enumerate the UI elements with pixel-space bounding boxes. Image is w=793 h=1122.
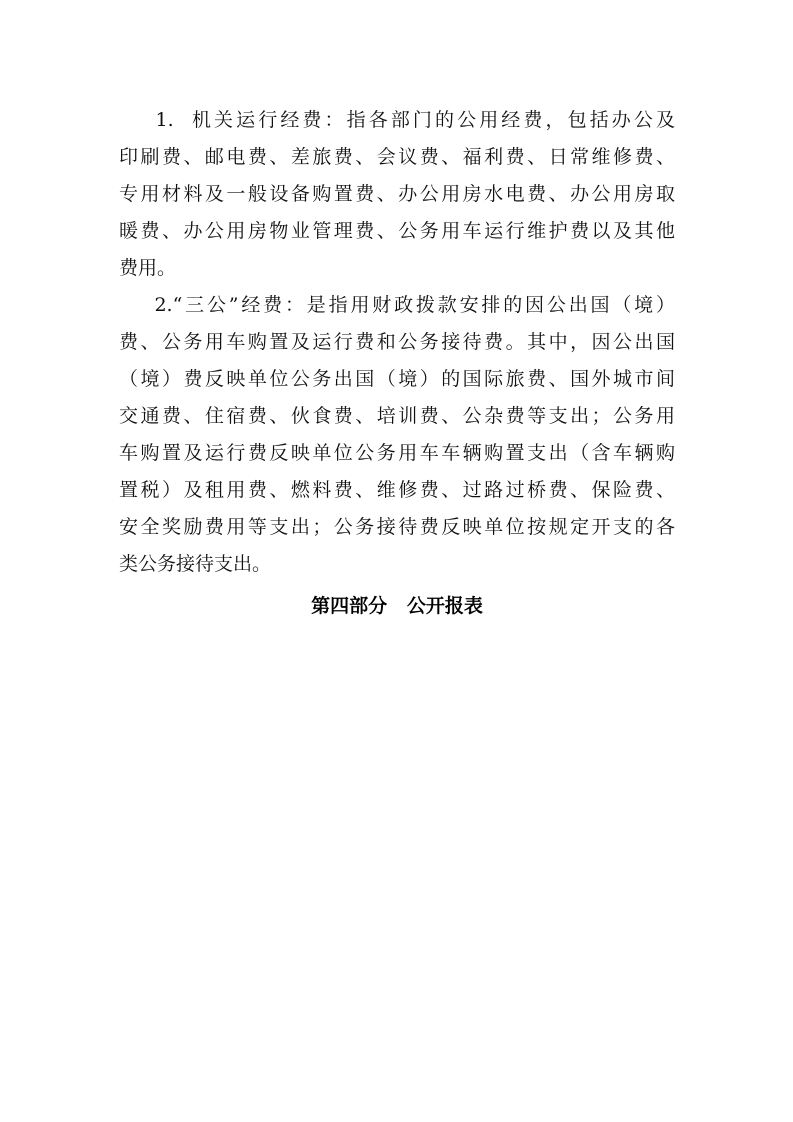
paragraph-operating-expenses (119, 102, 675, 287)
section-heading: 第四部分 公开报表 (311, 595, 483, 617)
text-line: 暖费、办公用房物业管理费、公务用车运行维护费以及其他 (119, 220, 675, 242)
text-line: 安全奖励费用等支出；公务接待费反映单位按规定开支的各 (119, 516, 675, 538)
text-line: （境）费反映单位公务出国（境）的国际旅费、国外城市间 (119, 368, 675, 390)
text-line: 类公务接待支出。 (119, 553, 272, 575)
text-line: 印刷费、邮电费、差旅费、会议费、福利费、日常维修费、 (119, 146, 675, 168)
document-body (119, 102, 675, 626)
text-line: 交通费、住宿费、伙食费、培训费、公杂费等支出；公务用 (119, 405, 675, 427)
text-line: 1. 机关运行经费：指各部门的公用经费，包括办公及 (119, 109, 675, 131)
text-line: 车购置及运行费反映单位公务用车车辆购置支出（含车辆购 (119, 442, 675, 464)
text-line: 2.“三公”经费：是指用财政拨款安排的因公出国（境） (119, 294, 675, 316)
text-line: 专用材料及一般设备购置费、办公用房水电费、办公用房取 (119, 183, 675, 205)
text-line: 费、公务用车购置及运行费和公务接待费。其中，因公出国 (119, 331, 675, 353)
text-line: 置税）及租用费、燃料费、维修费、过路过桥费、保险费、 (119, 479, 675, 501)
text-line: 费用。 (119, 257, 177, 279)
paragraph-three-public-expenses (119, 287, 675, 583)
